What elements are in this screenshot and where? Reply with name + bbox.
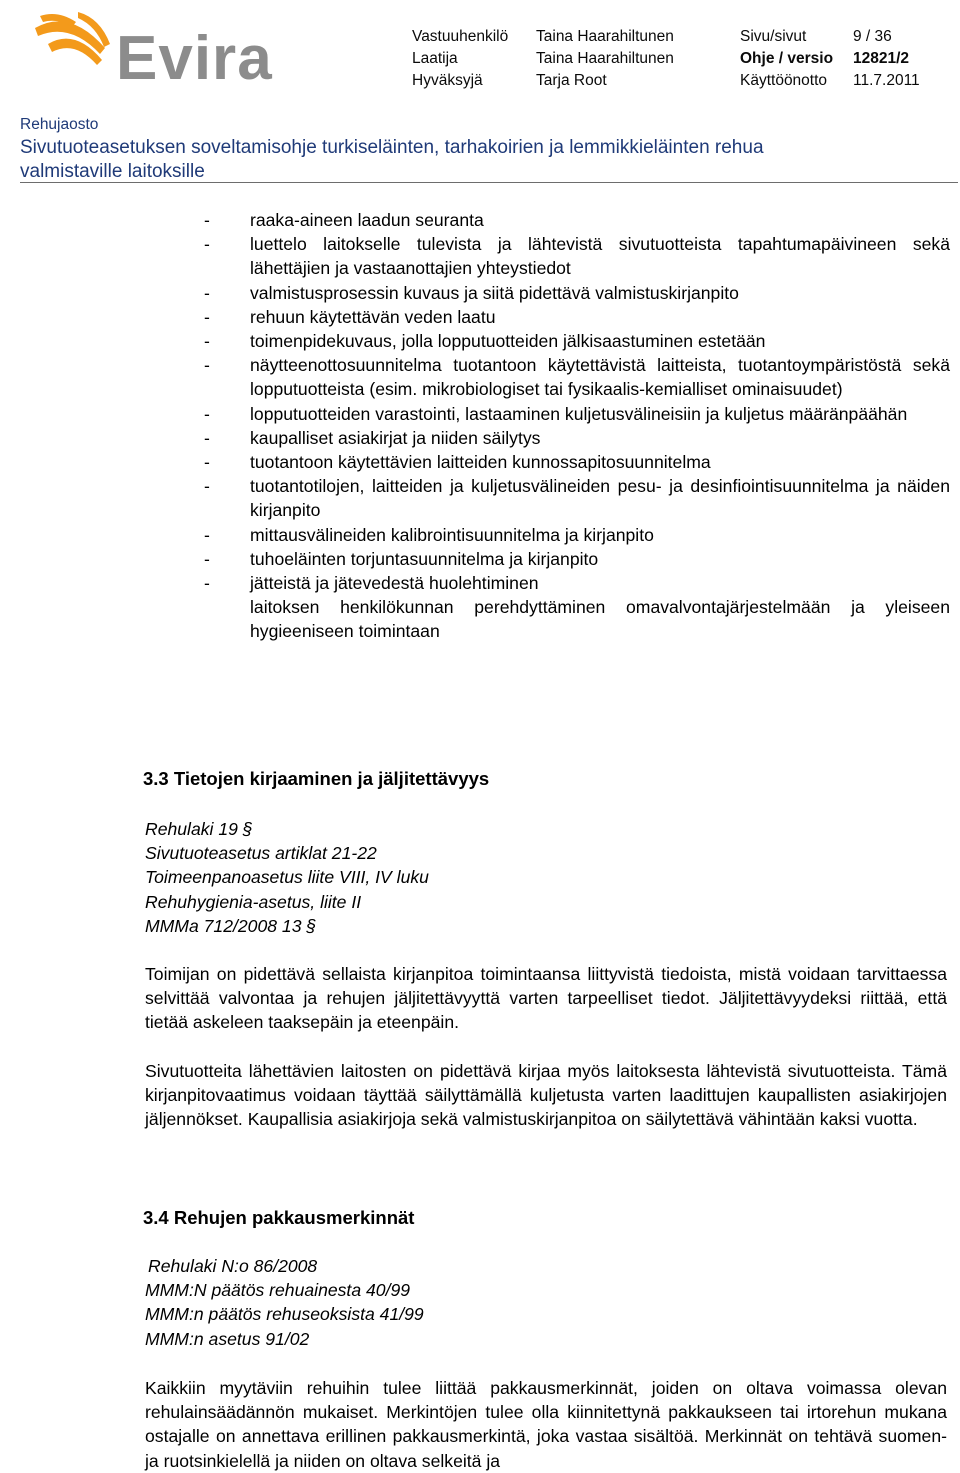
meta-value-author: Taina Haarahiltunen [536,50,674,67]
list-item-text: lopputuotteiden varastointi, lastaaminen kuljetusvälineisiin ja kuljetus määränpäähän [250,403,908,424]
list-item-text: valmistusprosessin kuvaus ja siitä pidettävä valmistuskirjanpito [250,282,739,303]
section-3-3-references [145,817,429,938]
reference-line: MMM:N päätös rehuainesta 40/99 [145,1280,411,1301]
list-item [204,474,950,522]
list-dash: - [204,573,210,594]
reference-line: Rehulaki 19 § [145,819,253,839]
reference-line: MMMa 712/2008 13 § [145,915,317,936]
meta-label-date: Käyttöönotto [740,72,828,89]
list-item-text: tuotantotilojen, laitteiden ja kuljetusvälineiden pesu- ja desinfiointisuunnitelma ja näiden kirjanpito [250,476,950,521]
meta-label-page: Sivu/sivut [740,28,807,45]
section-3-4-paragraph-1 [145,1376,947,1473]
list-trailing-item [204,595,950,643]
reference-line: Rehulaki N:o 86/2008 [148,1256,318,1276]
meta-label-approver: Hyväksyjä [412,72,483,89]
list-dash: - [204,331,210,352]
list-dash: - [204,548,210,569]
list-item-text: tuotantoon käytettävien laitteiden kunnossapitosuunnitelma [250,452,711,473]
reference-line: Toimeenpanoasetus liite VIII, IV luku [145,867,429,888]
section-3-4-references [145,1254,424,1351]
list-item-text: tuhoeläinten torjuntasuunnitelma ja kirjanpito [250,548,599,569]
meta-value-page: 9 / 36 [853,28,892,45]
list-dash: - [204,524,210,545]
paragraph-text: Kaikkiin myytäviin rehuihin tulee liittää pakkausmerkinnät, joiden on oltava voimassa olevan rehulainsäädännön mukaiset. Merkintöjen tulee olla kiinnitettynä pakkaukseen tai irtorehun mukana ostajalle on annettava erillinen pakkausmerkintä, joka vastaa sisältöä. Merkinnät on tehtävä suomen- ja ruotsinkielellä ja niiden on oltava selkeitä ja [145,1378,947,1471]
meta-value-approver: Tarja Root [536,72,607,89]
list-item-text: näytteenottosuunnitelma tuotantoon käytettävistä laitteista, tuotantoympäristöstä sekä lopputuotteista (esim. mikrobiologiset tai fysikaalis-kemialliset ominaisuudet) [250,355,950,400]
list-dash: - [204,234,210,255]
list-item [204,281,950,305]
list-item [204,426,950,450]
list-item-text: mittausvälineiden kalibrointisuunnitelma ja kirjanpito [250,524,654,545]
list-dash: - [204,403,210,424]
list-dash: - [204,355,210,376]
list-item [204,547,950,571]
list-item [204,402,950,426]
logo-wordmark: Evira [116,24,273,93]
list-item-text: luettelo laitokselle tulevista ja lähtevistä sivutuotteista tapahtumapäivineen sekä lähettäjien ja vastaanottajien yhteystiedot [250,234,950,279]
list-item-text: kaupalliset asiakirjat ja niiden säilytys [250,427,541,448]
section-heading-3-3: 3.3 Tietojen kirjaaminen ja jäljitettävyys [143,768,490,789]
list-item [204,208,950,232]
document-title-line1: Sivutuoteasetuksen soveltamisohje turkiseläinten, tarhakoirien ja lemmikkieläinten rehua [20,137,764,158]
paragraph-text: Sivutuotteita lähettävien laitosten on pidettävä kirjaa myös laitoksesta lähtevistä sivutuotteista. Tämä kirjanpitovaatimus voidaan täyttää säilyttämällä kuljetusta varten laadittujen kaupallisten asiakirjojen jäljennökset. Kaupallisia asiakirjoja sekä valmistuskirjanpitoa on säilytettävä vähintään kaksi vuotta. [145,1061,947,1130]
meta-value-responsible: Taina Haarahiltunen [536,28,674,45]
evira-logo [30,8,273,100]
list-item [204,329,950,353]
list-item [204,571,950,595]
list-item-text: raaka-aineen laadun seuranta [250,210,484,230]
meta-label-version: Ohje / versio [740,50,834,67]
list-dash: - [204,476,210,497]
list-dash: - [204,452,210,473]
reference-line: Rehuhygienia-asetus, liite II [145,891,362,912]
meta-value-version: 12821/2 [853,50,910,67]
section-3-3-paragraph-2 [145,1059,947,1132]
list-item-text: toimenpidekuvaus, jolla lopputuotteiden jälkisaastuminen estetään [250,331,766,352]
list-item [204,353,950,401]
department-label: Rehujaosto [20,116,99,133]
section-heading-3-4: 3.4 Rehujen pakkausmerkinnät [143,1207,415,1228]
meta-label-author: Laatija [412,50,458,67]
meta-value-date: 11.7.2011 [853,72,920,89]
reference-line: MMM:n päätös rehuseoksista 41/99 [145,1304,424,1325]
requirements-list [204,208,950,644]
list-item [204,450,950,474]
list-item [204,523,950,547]
reference-line: Sivutuoteasetus artiklat 21-22 [145,843,377,864]
list-dash: - [204,282,210,303]
list-dash: - [204,427,210,448]
list-dash: - [204,306,210,327]
list-item-text: laitoksen henkilökunnan perehdyttäminen omavalvontajärjestelmään ja yleiseen hygieeniseen toimintaan [250,597,950,642]
meta-label-responsible: Vastuuhenkilö [412,28,509,45]
reference-line: MMM:n asetus 91/02 [145,1328,310,1349]
list-item-text: rehuun käytettävän veden laatu [250,306,496,327]
section-3-3-paragraph-1 [145,962,947,1035]
list-dash: - [204,210,210,230]
document-title-line2: valmistaville laitoksille [20,161,205,182]
paragraph-text: Toimijan on pidettävä sellaista kirjanpitoa toimintaansa liittyvistä tiedoista, mistä voidaan tarvittaessa selvittää valvontaa ja rehujen jäljitettävyyttä varten tarpeelliset tiedot. Jäljitettävyydeksi riittää, että tietää askeleen taaksepäin ja eteenpäin. [145,964,947,1033]
header-divider [20,182,958,183]
list-item-text: jätteistä ja jätevedestä huolehtiminen [250,573,539,594]
list-item [204,305,950,329]
list-item [204,232,950,280]
